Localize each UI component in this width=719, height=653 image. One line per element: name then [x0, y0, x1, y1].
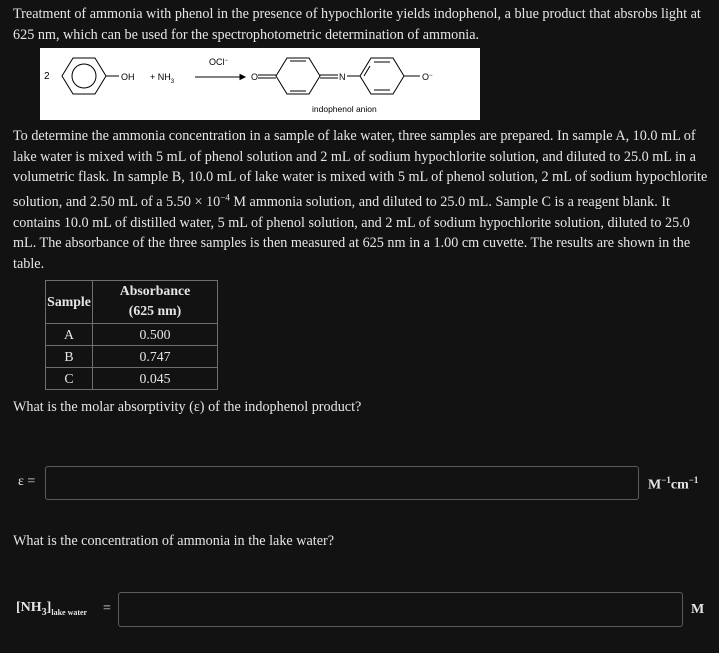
absorbance-table	[45, 280, 218, 390]
epsilon-unit	[648, 475, 698, 494]
exponent: −4	[220, 192, 230, 203]
unit-m: M	[648, 477, 662, 493]
product-left-o: O	[251, 72, 259, 82]
product-label: indophenol anion	[312, 104, 377, 114]
coefficient: 2	[44, 71, 50, 82]
table-row	[46, 324, 218, 346]
header-sample: Sample	[46, 281, 93, 324]
nh-close: ]	[46, 600, 52, 615]
lake-water-subscript: lake water	[51, 607, 88, 617]
equals-sign: =	[103, 601, 111, 616]
product-n: N	[339, 72, 346, 82]
header-absorbance-line2: (625 nm)	[128, 303, 182, 318]
header-absorbance	[93, 281, 218, 324]
procedure-text: To determine the ammonia concentration in a sample of lake water, three samples are prepared. In sample A, 10.0 mL of lake water is mixed with 5 mL of phenol solution and 2 mL of sodium hypochlorite solution, and diluted to 25.0 mL in a volumetric flask. In sample B, 10.0 mL of lake water is mixed with 5 mL of phenol solution, 2 mL of sodium hypochlorite solution, and 2.50 mL of a $5.50 \times 10^{-4}$ M ammonia solution, and diluted to 25.0 mL. Sample C is a reagent blank. It contains 10.0 mL of distilled water, 5 mL of phenol solution, and 2 mL of sodium hypochlorite solution, diluted to 25.0 mL. The absorbance of the three samples is then measured at 625 nm in a 1.00 cm cuvette. The results are shown in the table.	[13, 128, 708, 272]
question-molar-absorptivity: What is the molar absorptivity (ε) of the indophenol product?	[13, 399, 362, 415]
ammonia-answer-input[interactable]	[118, 592, 683, 627]
phenol-oh: OH	[121, 72, 135, 82]
unit-m-exponent: −1	[661, 475, 671, 485]
ammonia-label	[16, 600, 87, 618]
sample-cell: A	[46, 324, 93, 346]
product-right-o: O	[422, 72, 430, 82]
sample-cell: C	[46, 368, 93, 390]
sample-cell: B	[46, 346, 93, 368]
header-absorbance-line1: Absorbance	[119, 283, 191, 298]
table-row	[46, 346, 218, 368]
procedure-paragraph	[13, 126, 713, 274]
epsilon-answer-input[interactable]	[45, 466, 639, 500]
absorbance-cell: 0.045	[93, 368, 218, 390]
reaction-scheme	[40, 48, 480, 120]
reagent-label: OCl	[209, 57, 225, 67]
unit-cm-exponent: −1	[688, 475, 699, 485]
intro-paragraph: Treatment of ammonia with phenol in the presence of hypochlorite yields indophenol, a blue product that absrobs light at 625 nm, which can be used for the spectrophotometric determination of ammonia.	[13, 6, 701, 43]
nh-bracket: [NH	[16, 600, 42, 615]
ammonia-subscript: 3	[170, 79, 175, 85]
unit-cm: cm	[670, 477, 689, 493]
reagent-charge: −	[224, 58, 229, 64]
question-ammonia-concentration: What is the concentration of ammonia in the lake water?	[13, 533, 335, 549]
nh-subscript: 3	[41, 606, 47, 618]
absorbance-cell: 0.500	[93, 324, 218, 346]
absorbance-cell: 0.747	[93, 346, 218, 368]
ammonia-unit: M	[691, 602, 705, 617]
ammonia-label: + NH	[150, 72, 171, 82]
table-row	[46, 368, 218, 390]
scheme-background	[40, 48, 480, 120]
product-charge: −	[429, 73, 433, 79]
epsilon-label: ε =	[18, 474, 36, 489]
